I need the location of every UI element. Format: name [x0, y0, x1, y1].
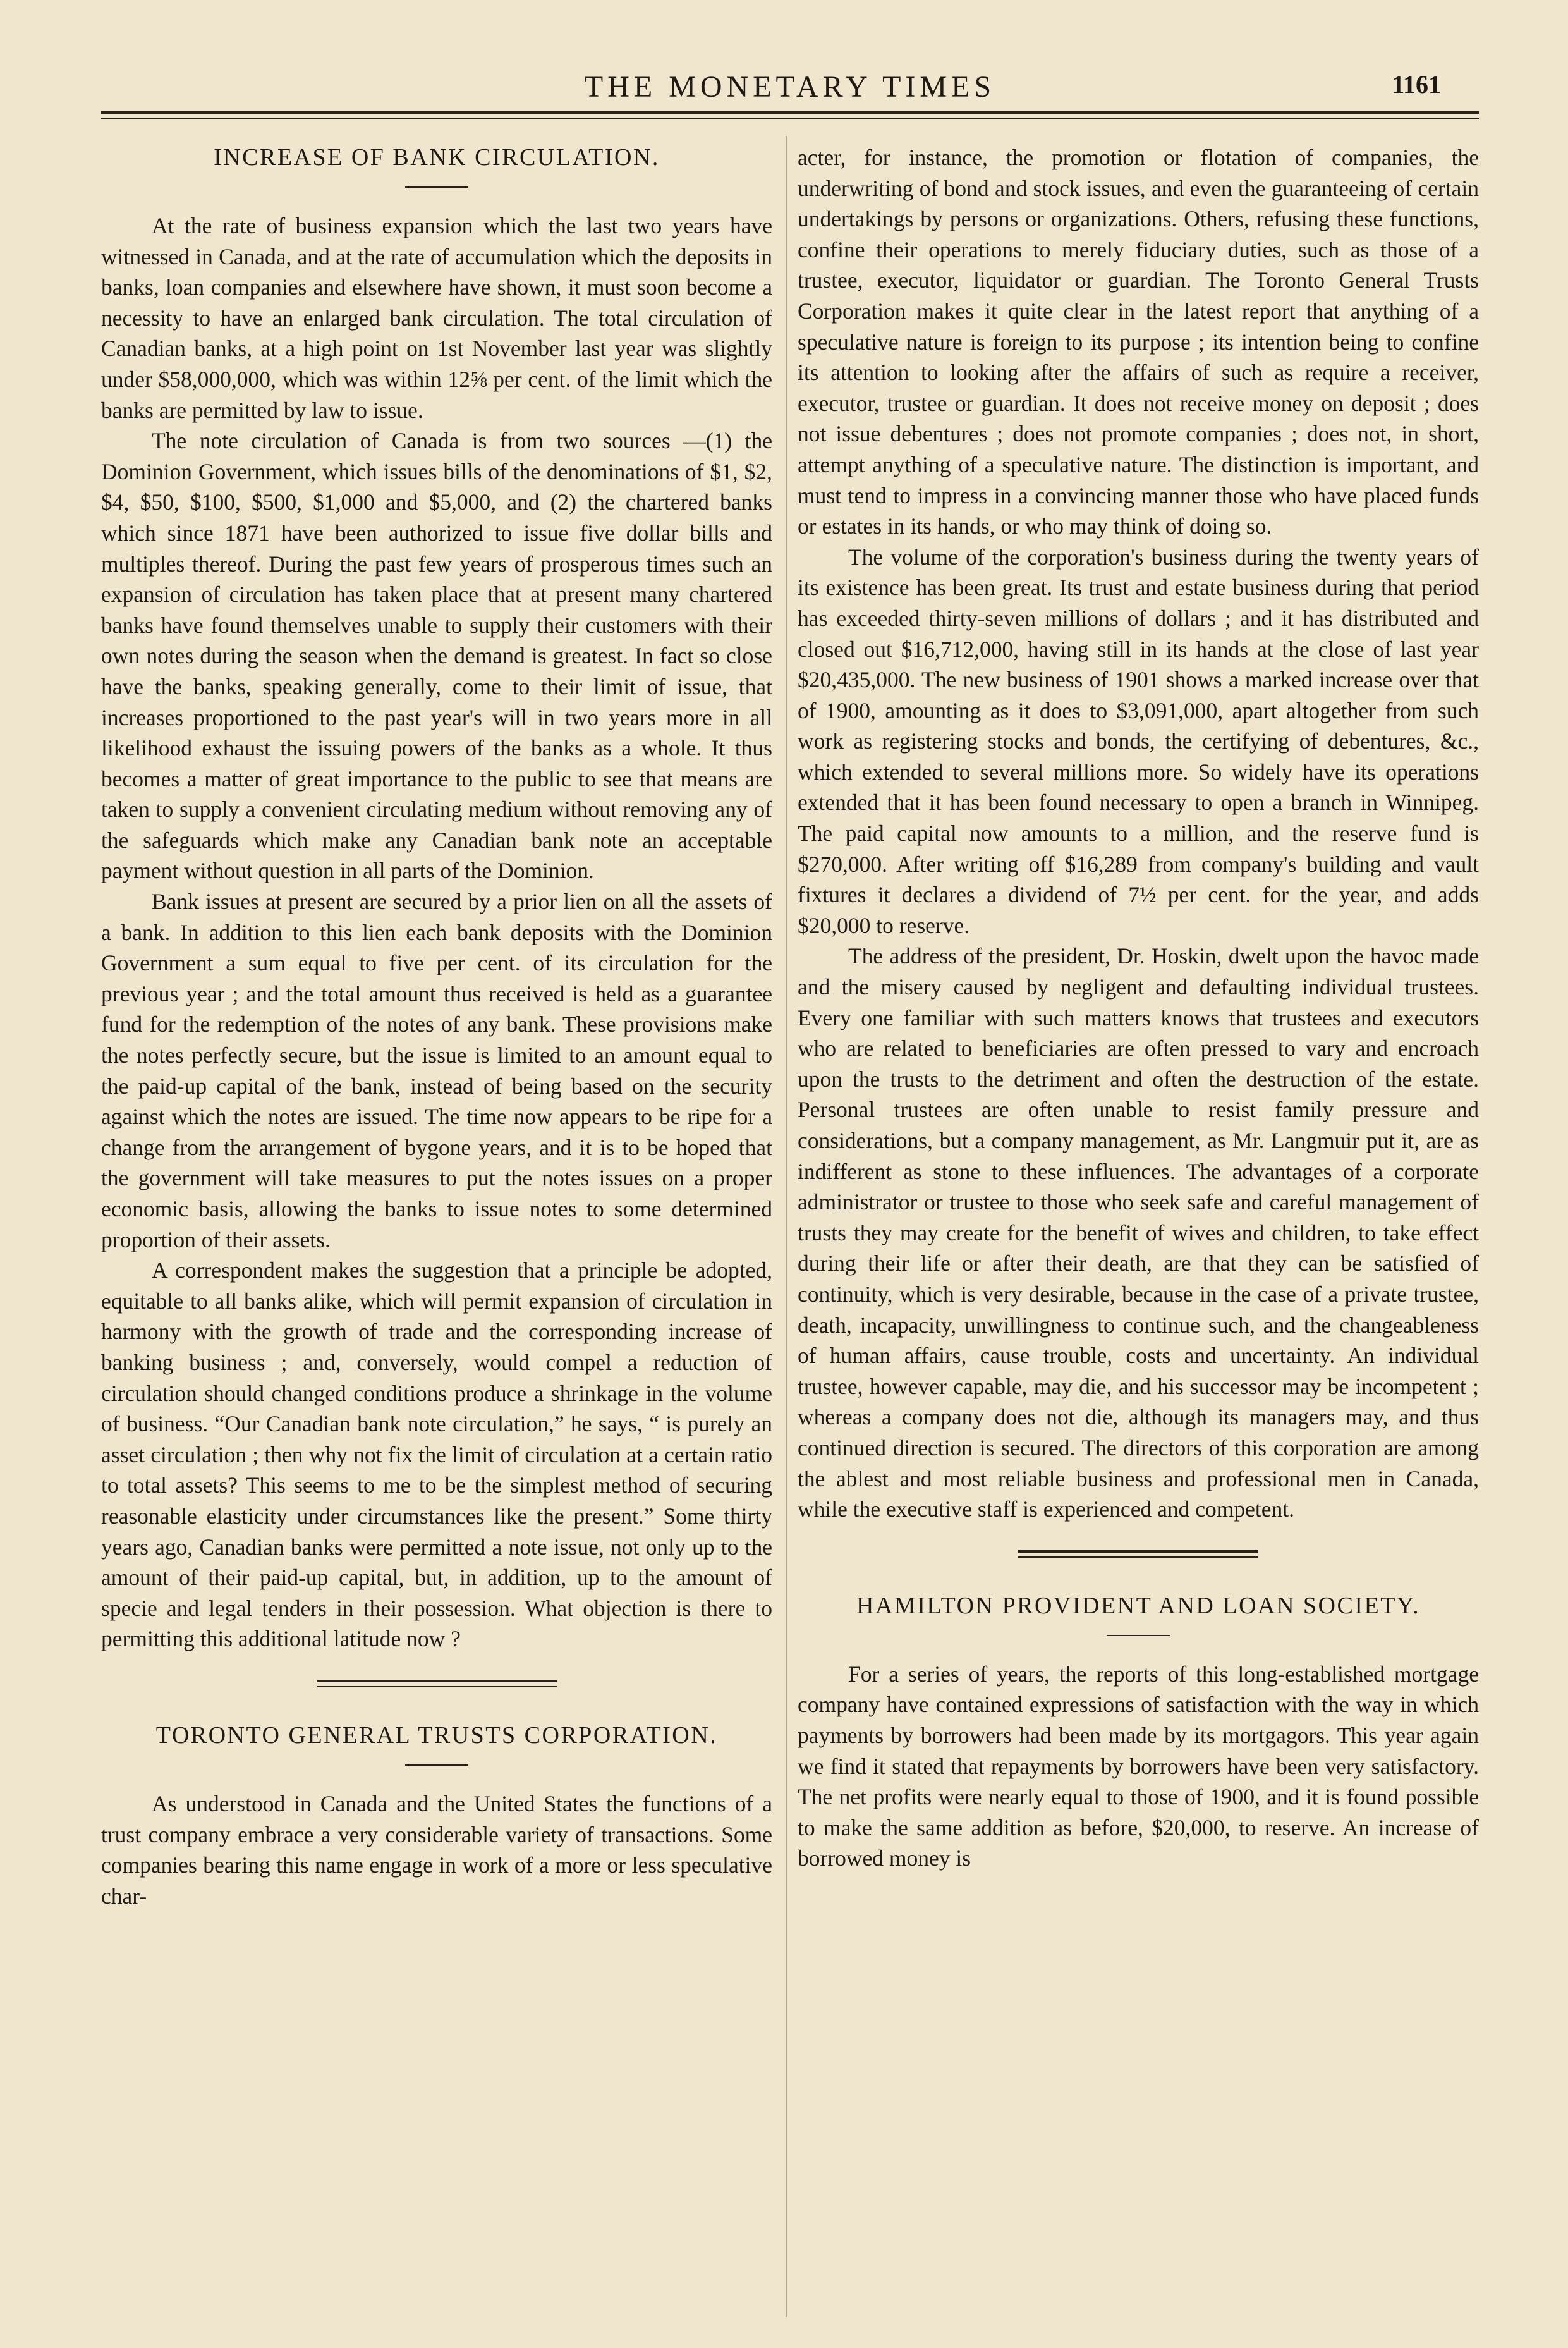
- heading-dash: [405, 1764, 468, 1766]
- article-paragraph: The volume of the corporation's business during the twenty years of its existence has been great. Its trust and estate business during that period has exceeded thirty-seven millions of dollars ; and it has distributed and closed out $16,712,000, having still in its hands at the close of last year $20,435,000. The new business of 1901 shows a marked increase over that of 1900, amounting as it does to $3,091,000, apart altogether from such work as registering stocks and bonds, the certifying of debentures, &c., which extended to several millions more. So widely have its operations extended that it has been found necessary to open a branch in Winnipeg. The paid capital now amounts to a million, and the reserve fund is $270,000. After writing off $16,289 from company's building and vault fixtures it declares a dividend of 7½ per cent. for the year, and adds $20,000 to reserve.: [798, 544, 1479, 938]
- article-heading-toronto-trusts: TORONTO GENERAL TRUSTS CORPORATION.: [155, 1721, 718, 1749]
- article-heading-hamilton-provident: HAMILTON PROVIDENT AND LOAN SOCIETY.: [856, 1592, 1420, 1619]
- masthead-rule-top: [101, 111, 1479, 114]
- article-paragraph: At the rate of business expansion which the last two years have witnessed in Canada, and at the rate of accumulation which the deposits in banks, loan companies and elsewhere have shown, it must soon become a necessity to have an enlarged bank circulation. The total circulation of Canadian banks, at a high point on 1st November last year was slightly under $58,000,000, which was within 12⅝ per cent. of the limit which the banks are permitted by law to issue.: [101, 213, 772, 423]
- article-heading-bank-circulation: INCREASE OF BANK CIRCULATION.: [214, 144, 660, 171]
- page-number: 1161: [1392, 70, 1441, 99]
- article-paragraph: For a series of years, the reports of this long-established mortgage company have contained expressions of satisfaction with the way in which payments by borrowers had been made by its mortgagors. This year again we find it stated that repayments by borrowers have been very satisfactory. The net profits were nearly equal to those of 1900, and it is found possible to make the same addition as before, $20,000, to reserve. An increase of borrowed money is: [798, 1661, 1479, 1871]
- article-paragraph: A correspondent makes the suggestion that a principle be adopted, equitable to all banks alike, which will permit expansion of circulation in harmony with the growth of trade and the corresponding increase of banking business ; and, conversely, would compel a reduction of circulation should changed conditions produce a shrinkage in the volume of business. “Our Canadian bank note circulation,” he says, “ is purely an asset circulation ; then why not fix the limit of circulation at a certain ratio to total assets? This seems to me to be the simplest method of securing reasonable elasticity under circumstances like the present.” Some thirty years ago, Canadian banks were permitted a note issue, not only up to the amount of their paid-up capital, but, in addition, up to the amount of specie and legal tenders in their possession. What objection is there to permitting this additional latitude now ?: [101, 1257, 772, 1652]
- masthead-rule-bottom: [101, 118, 1479, 119]
- publication-title: THE MONETARY TIMES: [584, 70, 996, 104]
- article-paragraph: As understood in Canada and the United States the functions of a trust company embrace a very considerable variety of transactions. Some companies bearing this name engage in work of a more or less speculative char-: [101, 1790, 772, 1909]
- left-column: [101, 142, 772, 1911]
- heading-dash: [1107, 1635, 1170, 1636]
- masthead: [101, 70, 1479, 107]
- article-paragraph-continued: acter, for instance, the promotion or flotation of companies, the underwriting of bond and stock issues, and even the guaranteeing of certain undertakings by persons or organizations. Others, refusing these functions, confine their operations to merely fiduciary duties, such as those of a trustee, executor, liquidator or guardian. The Toronto General Trusts Corporation makes it quite clear in the latest report that anything of a speculative nature is foreign to its purpose ; its intention being to confine its attention to looking after the affairs of such as require a receiver, executor, trustee or guardian. It does not receive money on deposit ; does not issue debentures ; does not promote companies ; does not, in short, attempt anything of a speculative nature. The distinction is important, and must tend to impress in a convincing manner those who have placed funds or estates in its hands, or who may think of doing so.: [798, 145, 1479, 539]
- section-separator: [1018, 1550, 1258, 1558]
- heading-dash: [405, 186, 468, 188]
- article-paragraph: The address of the president, Dr. Hoskin, dwelt upon the havoc made and the misery caused by negligent and defaulting individual trustees. Every one familiar with such matters knows that trustees and executors who are related to beneficiaries are often pressed to vary and encroach upon the trusts to the detriment and often the destruction of the estate. Personal trustees are often unable to resist family pressure and considerations, but a company management, as Mr. Langmuir put it, are as indifferent as stone to these influences. The advantages of a corporate administrator or trustee to those who seek safe and careful management of trusts they may create for the benefit of wives and children, to take effect during their life or after their death, are that they can be satisfied of continuity, which is very desirable, because in the case of a private trustee, death, incapacity, unwillingness to continue such, and the changeableness of human affairs, cause trouble, costs and uncertainty. An individual trustee, however capable, may die, and his successor may be incompetent ; whereas a company does not die, although its managers may, and thus continued direction is secured. The directors of this corporation are among the ablest and most reliable business and professional men in Canada, while the executive staff is experienced and competent.: [798, 943, 1479, 1522]
- article-paragraph: Bank issues at present are secured by a prior lien on all the assets of a bank. In addition to this lien each bank deposits with the Dominion Government a sum equal to five per cent. of its circulation for the previous year ; and the total amount thus received is held as a guarantee fund for the redemption of the notes of any bank. These provisions make the notes perfectly secure, but the issue is limited to an amount equal to the paid-up capital of the bank, instead of being based on the security against which the notes are issued. The time now appears to be ripe for a change from the arrangement of bygone years, and it is to be hoped that the government will take measures to put the notes issues on a proper economic basis, allowing the banks to issue notes to some determined proportion of their assets.: [101, 889, 772, 1252]
- article-paragraph: The note circulation of Canada is from two sources —(1) the Dominion Government, which issues bills of the denominations of $1, $2, $4, $50, $100, $500, $1,000 and $5,000, and (2) the chartered banks which since 1871 have been authorized to issue five dollar bills and multiples thereof. During the past few years of prosperous times such an expansion of circulation has taken place that at present many chartered banks have found themselves unable to supply their customers with their own notes during the season when the demand is greatest. In fact so close have the banks, speaking generally, come to their limit of issue, that increases proportioned to the past year's will in two years more in all likelihood exhaust the issuing powers of the banks as a whole. It thus becomes a matter of great importance to the public to see that means are taken to supply a convenient circulating medium without removing any of the safeguards which make any Canadian bank note an acceptable payment without question in all parts of the Dominion.: [101, 428, 772, 884]
- column-divider: [786, 136, 787, 2317]
- section-separator: [317, 1680, 557, 1687]
- right-column: [798, 142, 1479, 1874]
